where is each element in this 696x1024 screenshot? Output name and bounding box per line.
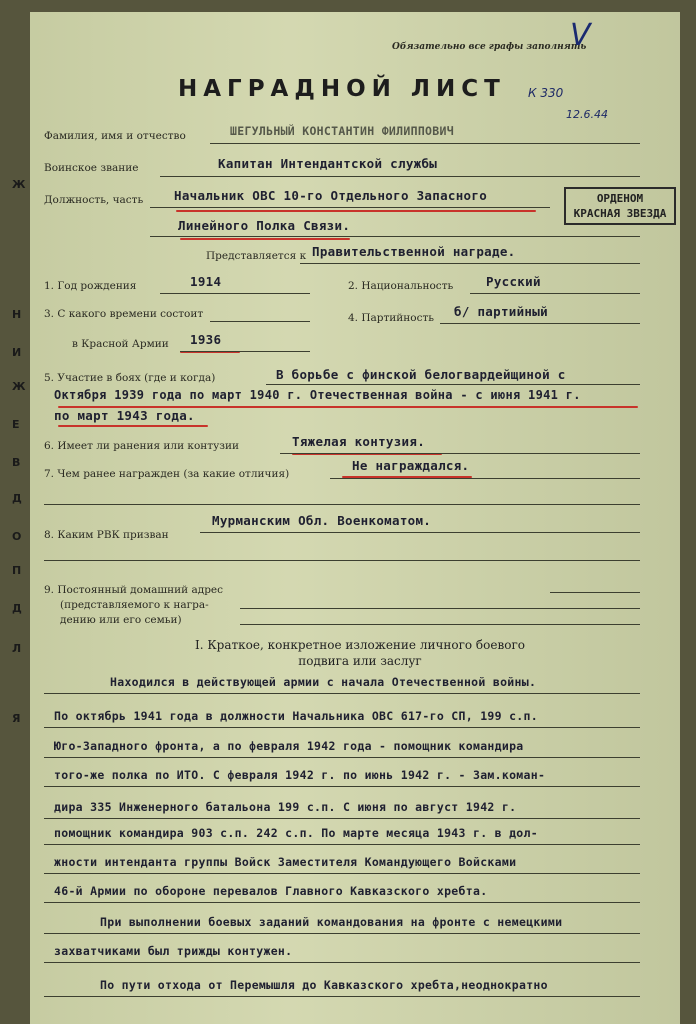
narrative-line: 46-й Армии по обороне перевалов Главного Кавказского хребта. (54, 884, 488, 898)
battles-value-2: Октября 1939 года по март 1940 г. Отечественная война - с июня 1941 г. (54, 388, 581, 402)
side-letter: Я (12, 712, 21, 725)
side-letter: Л (12, 642, 22, 655)
narrative-line: помощник командира 903 с.п. 242 с.п. По марте месяца 1943 г. в дол- (54, 826, 538, 840)
rvk-label: 8. Каким РВК призван (44, 529, 169, 541)
narrative-line: По пути отхода от Перемышля до Кавказского хребта,неоднократно (100, 978, 548, 992)
narrative-line: При выполнении боевых заданий командования на фронте с немецкими (100, 915, 563, 929)
awards-value: Не награждался. (352, 458, 470, 473)
party-label: 4. Партийность (348, 312, 435, 324)
page-title: НАГРАДНОЙ ЛИСТ (178, 76, 506, 102)
side-letter: В (12, 456, 21, 469)
birth-label: 1. Год рождения (44, 280, 137, 292)
since-value: 1936 (190, 332, 222, 347)
narrative-line: жности интенданта группы Войск Заместителя Командующего Войсками (54, 855, 517, 869)
fio-label: Фамилия, имя и отчество (44, 130, 186, 142)
stamp-line-2: КРАСНАЯ ЗВЕЗДА (573, 207, 667, 220)
since-label-1: 3. С какого времени состоит (44, 308, 204, 320)
birth-value: 1914 (190, 274, 222, 289)
rvk-value: Мурманским Обл. Военкоматом. (212, 513, 432, 528)
rank-label: Воинское звание (44, 162, 139, 174)
handwritten-date: 12.6.44 (566, 108, 608, 121)
narrative-line: По октябрь 1941 года в должности Начальника ОВС 617-го СП, 199 с.п. (54, 709, 538, 723)
section-heading-1: I. Краткое, конкретное изложение личного боевого (195, 638, 525, 652)
narrative-line: захватчиками был трижды контужен. (54, 944, 293, 958)
side-letter: О (12, 530, 22, 543)
stamp-line-1: ОРДЕНОМ (596, 192, 644, 205)
award-sheet (30, 12, 680, 1024)
corner-mark: V (570, 18, 591, 53)
order-stamp (564, 187, 676, 225)
narrative-line: Юго-Западного фронта, а по февраля 1942 года - помощник командира (54, 739, 524, 753)
side-letter: П (12, 564, 22, 577)
battles-value-3: по март 1943 года. (54, 408, 195, 423)
position-value-1: Начальник ОВС 10-го Отдельного Запасного (174, 188, 488, 203)
side-letter: Д (12, 602, 22, 615)
side-letter: Ж (12, 178, 26, 191)
battles-value-1: В борьбе с финской белогвардейщиной с (276, 367, 566, 382)
wounds-label: 6. Имеет ли ранения или контузии (44, 440, 240, 452)
awards-label: 7. Чем ранее награжден (за какие отличия) (44, 468, 290, 480)
address-label-2: (представляемого к награ- (60, 599, 209, 611)
rank-value: Капитан Интендантской службы (218, 156, 438, 171)
position-value-2: Линейного Полка Связи. (178, 218, 351, 233)
presented-value: Правительственной награде. (312, 244, 516, 259)
position-label: Должность, часть (44, 194, 144, 206)
nationality-label: 2. Национальность (348, 280, 454, 292)
wounds-value: Тяжелая контузия. (292, 434, 426, 449)
battles-label: 5. Участие в боях (где и когда) (44, 372, 216, 384)
address-label-3: дению или его семьи) (60, 614, 182, 626)
side-letter: И (12, 346, 22, 359)
side-letter: Д (12, 492, 22, 505)
narrative-line: дира 335 Инженерного батальона 199 с.п. С июня по август 1942 г. (54, 800, 517, 814)
since-label-2: в Красной Армии (72, 338, 169, 350)
presented-label: Представляется к (206, 250, 307, 262)
narrative-line: Находился в действующей армии с начала Отечественной войны. (110, 675, 537, 689)
narrative-line: того-же полка по ИТО. С февраля 1942 г. по июнь 1942 г. - Зам.коман- (54, 768, 546, 782)
party-value: б/ партийный (454, 304, 548, 319)
side-letter: Ж (12, 380, 26, 393)
side-letter: Н (12, 308, 22, 321)
handwritten-number: К 330 (528, 86, 564, 100)
nationality-value: Русский (486, 274, 541, 289)
side-letter: Е (12, 418, 20, 431)
top-note: Обязательно все графы заполнять (392, 42, 587, 52)
fio-value: ШЕГУЛЬНЫЙ КОНСТАНТИН ФИЛИППОВИЧ (230, 124, 454, 138)
section-heading-2: подвига или заслуг (298, 654, 422, 668)
address-label-1: 9. Постоянный домашний адрес (44, 584, 224, 596)
